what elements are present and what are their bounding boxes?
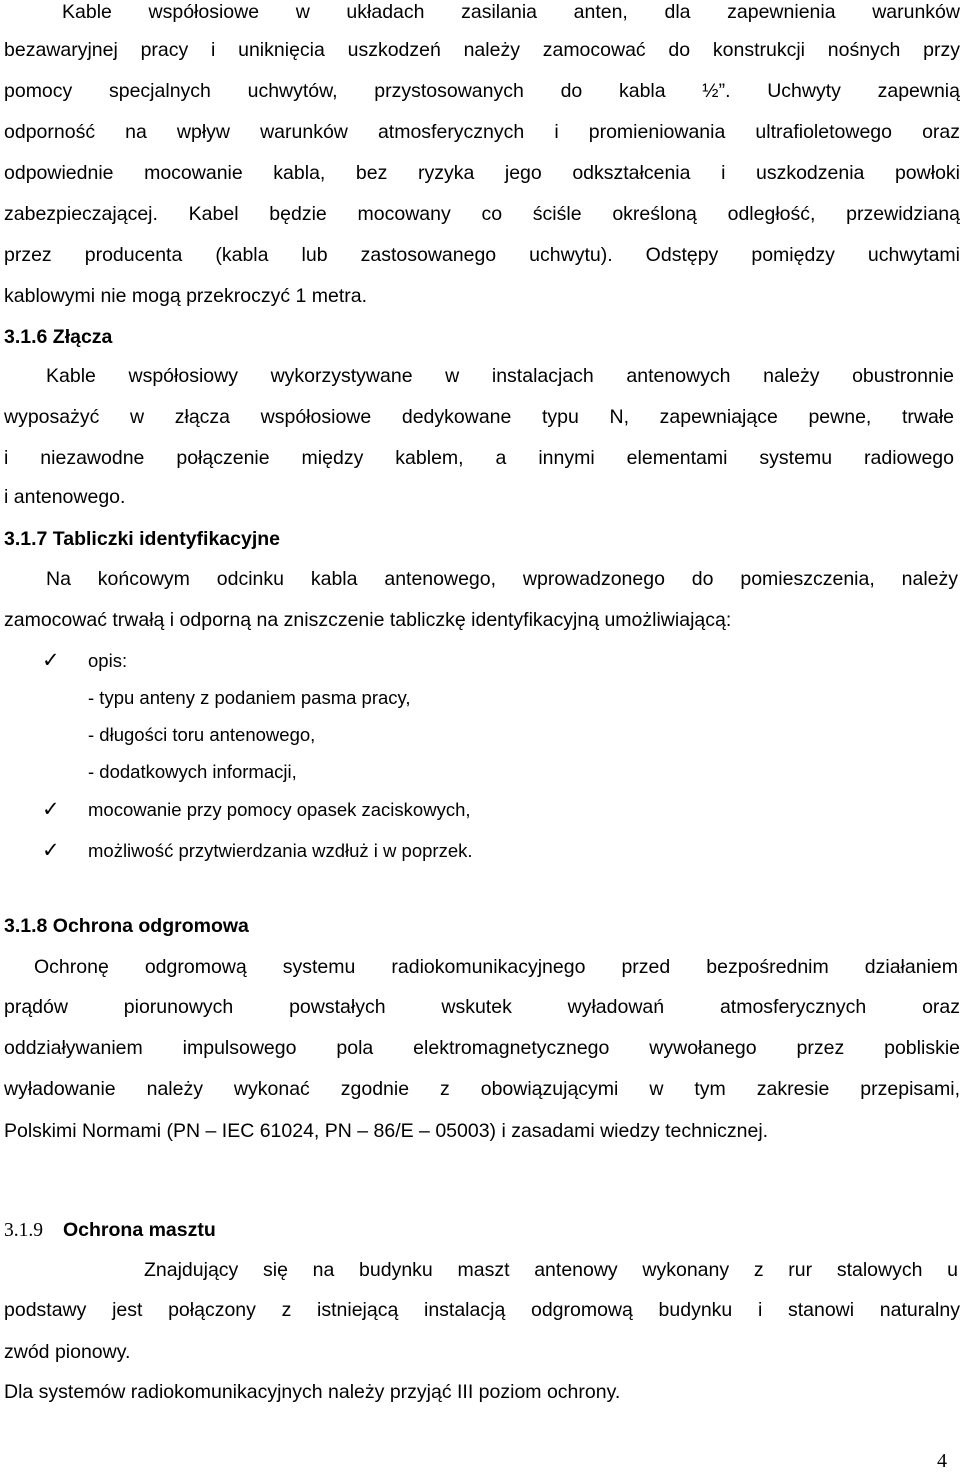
list-item: opis: — [88, 650, 128, 671]
paragraph-line: zamocować trwałą i odporną na zniszczenie tabliczkę identyfikacyjną umożliwiającą: — [4, 609, 732, 631]
paragraph-line: oddziaływaniem impulsowego pola elektromagnetycznego wywołanego przez pobliskie — [4, 1037, 960, 1059]
section-heading-3-1-6: 3.1.6 Złącza — [4, 326, 113, 348]
paragraph-line: pomocy specjalnych uchwytów, przystosowanych do kabla ½”. Uchwyty zapewnią — [4, 80, 960, 102]
paragraph-line: odpowiednie mocowanie kabla, bez ryzyka jego odkształcenia i uszkodzenia powłoki — [4, 162, 960, 184]
paragraph-line: Na końcowym odcinku kabla antenowego, wprowadzonego do pomieszczenia, należy — [46, 568, 958, 590]
paragraph-line: kablowymi nie mogą przekroczyć 1 metra. — [4, 285, 368, 307]
paragraph-line: Kable współosiowe w układach zasilania anten, dla zapewnienia warunków — [62, 1, 960, 23]
section-heading-3-1-9 — [4, 1218, 216, 1243]
paragraph-line: wyładowanie należy wykonać zgodnie z obowiązującymi w tym zakresie przepisami, — [4, 1078, 960, 1100]
list-item: możliwość przytwierdzania wzdłuż i w poprzek. — [88, 840, 473, 861]
list-subitem: - dodatkowych informacji, — [88, 761, 297, 782]
paragraph-line: podstawy jest połączony z istniejącą instalacją odgromową budynku i stanowi naturalny — [4, 1299, 960, 1321]
paragraph-line: zabezpieczającej. Kabel będzie mocowany co ściśle określoną odległość, przewidzianą — [4, 203, 960, 225]
section-heading-3-1-8: 3.1.8 Ochrona odgromowa — [4, 915, 249, 937]
paragraph-line: i antenowego. — [4, 486, 126, 508]
checkmark-icon: ✓ — [42, 797, 60, 821]
paragraph-line: prądów piorunowych powstałych wskutek wyładowań atmosferycznych oraz — [4, 996, 960, 1018]
paragraph-line: Dla systemów radiokomunikacyjnych należy przyjąć III poziom ochrony. — [4, 1381, 621, 1403]
list-item: mocowanie przy pomocy opasek zaciskowych, — [88, 799, 471, 820]
paragraph-line: zwód pionowy. — [4, 1341, 131, 1363]
paragraph-line: Polskimi Normami (PN – IEC 61024, PN – 86/E – 05003) i zasadami wiedzy technicznej. — [4, 1120, 769, 1142]
paragraph-line: Kable współosiowy wykorzystywane w instalacjach antenowych należy obustronnie — [46, 365, 954, 387]
paragraph-line: Ochronę odgromową systemu radiokomunikacyjnego przed bezpośrednim działaniem — [34, 956, 958, 978]
paragraph-line: bezawaryjnej pracy i uniknięcia uszkodzeń należy zamocować do konstrukcji nośnych przy — [4, 39, 960, 61]
section-number: 3.1.9 — [4, 1220, 43, 1241]
paragraph-line: i niezawodne połączenie między kablem, a innymi elementami systemu radiowego — [4, 447, 954, 469]
checkmark-icon: ✓ — [42, 838, 60, 862]
paragraph-line: przez producenta (kabla lub zastosowanego uchwytu). Odstępy pomiędzy uchwytami — [4, 244, 960, 266]
page-number: 4 — [937, 1450, 947, 1472]
list-subitem: - typu anteny z podaniem pasma pracy, — [88, 687, 411, 708]
paragraph-line: Znajdujący się na budynku maszt antenowy wykonany z rur stalowych u — [144, 1259, 958, 1281]
checkmark-icon: ✓ — [42, 648, 60, 672]
list-subitem: - długości toru antenowego, — [88, 724, 316, 745]
paragraph-line: odporność na wpływ warunków atmosferycznych i promieniowania ultrafioletowego oraz — [4, 121, 960, 143]
paragraph-line: wyposażyć w złącza współosiowe dedykowane typu N, zapewniające pewne, trwałe — [4, 406, 954, 428]
section-heading-3-1-7: 3.1.7 Tabliczki identyfikacyjne — [4, 528, 281, 550]
section-title: Ochrona masztu — [63, 1219, 216, 1241]
